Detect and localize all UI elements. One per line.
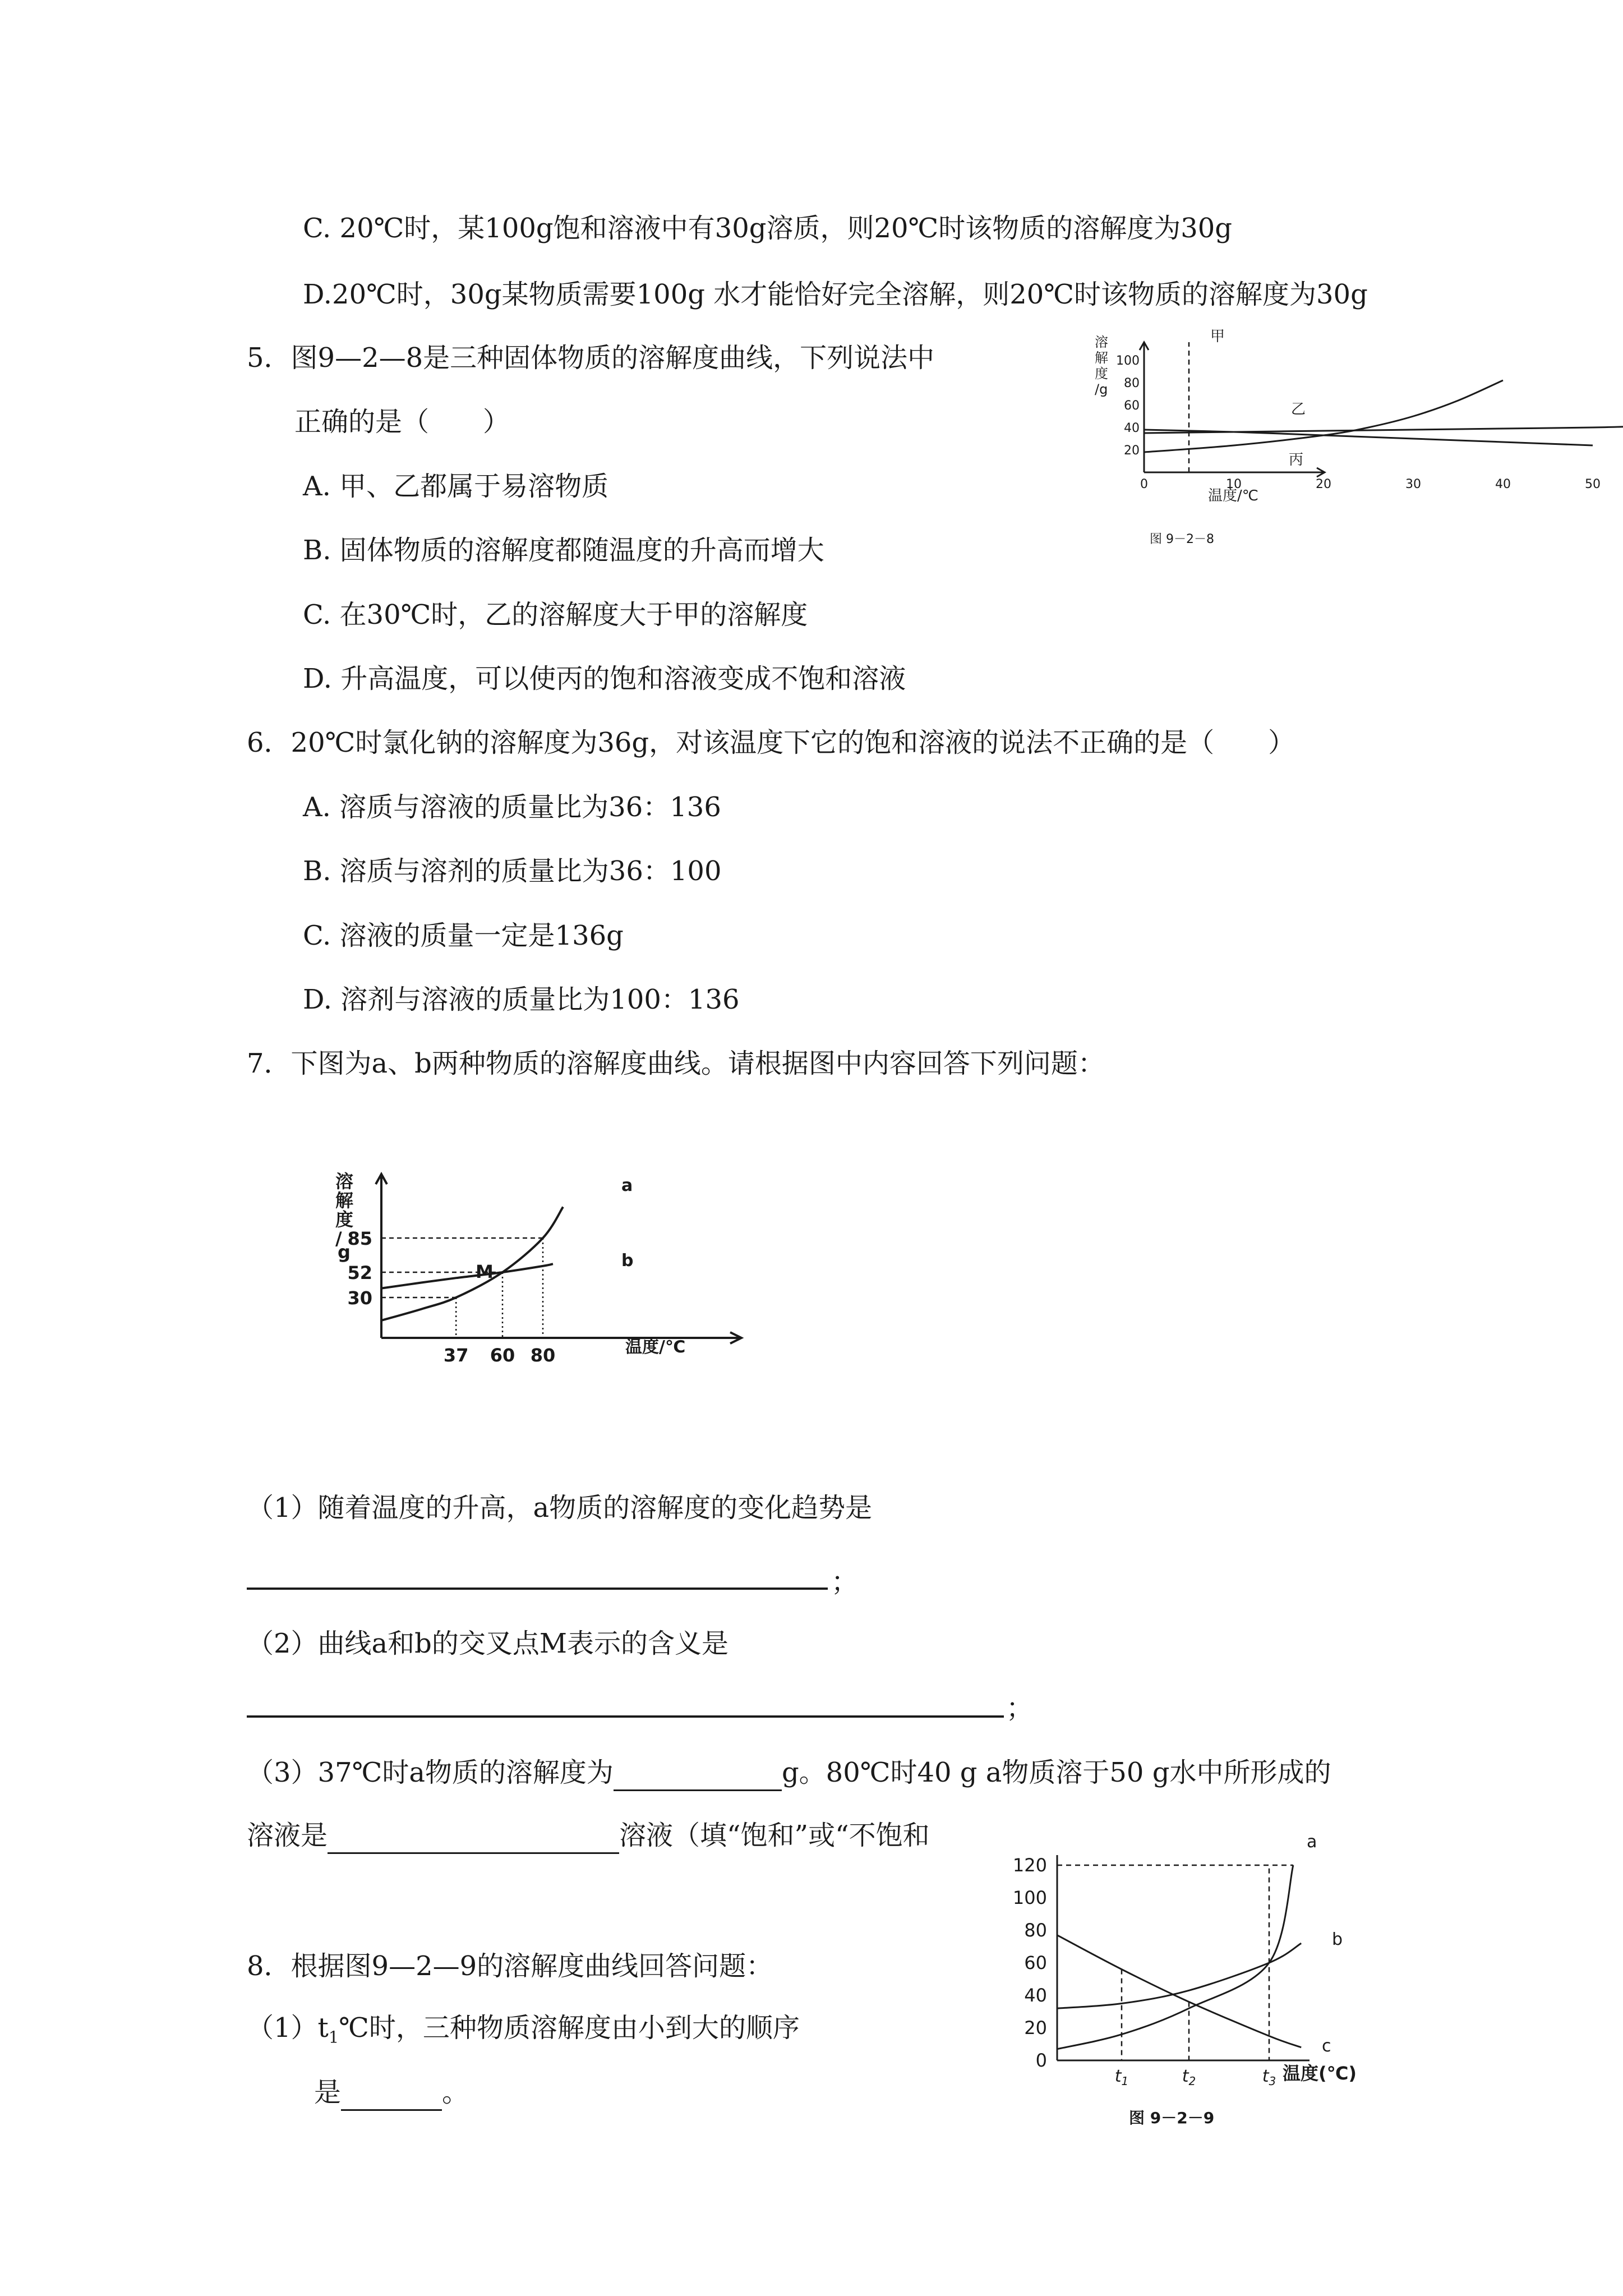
ylabel-char: 度 (335, 1209, 354, 1230)
figure-9-2-9 (1007, 1820, 1410, 2134)
ylabel-char: 溶 (1095, 334, 1108, 350)
q7-part1-end: ； (831, 1566, 859, 1598)
y-tick-label-40: 40 (1124, 421, 1140, 435)
q7-stem: 7．下图为a、b两种物质的溶解度曲线。请根据图中内容回答下列问题： (247, 1048, 1105, 1079)
ylabel-char: 度 (1095, 366, 1108, 381)
y-tick-label-85: 85 (347, 1228, 372, 1249)
series-label-c: c (1322, 2036, 1331, 2056)
q8-part1 (247, 2011, 800, 2054)
q6-stem: 6．20℃时氯化钠的溶解度为36g，对该温度下它的饱和溶液的说法不正确的是（ ） (247, 727, 1295, 758)
ylabel-char: g (338, 1241, 351, 1263)
q7-part2: （2）曲线a和b的交叉点M表示的含义是 (247, 1628, 729, 1659)
x-axis-label: 温度/℃ (625, 1337, 686, 1357)
q5-option-d: D. 升高温度，可以使丙的饱和溶液变成不饱和溶液 (303, 663, 906, 694)
figure-9-2-8 (1088, 328, 1601, 555)
q4-option-d: D.20℃时，30g某物质需要100g 水才能恰好完全溶解，则20℃时该物质的溶解度为30g (303, 279, 1368, 310)
series-bing-curve (1144, 430, 1593, 445)
q8-part1-line2 (314, 2076, 469, 2111)
ylabel-char: 解 (335, 1190, 354, 1211)
q6-option-c: C. 溶液的质量一定是136g (303, 920, 624, 951)
q7-part3-text-d: 溶液（填“饱和”或“不饱和 (619, 1820, 930, 1851)
y-tick-label-20: 20 (1024, 2017, 1047, 2039)
y-tick-label-80: 80 (1124, 376, 1140, 390)
y-tick-label-0: 0 (1035, 2050, 1047, 2071)
x-tick-label-t2: $t_2$ (1182, 2067, 1196, 2088)
series-a-curve (381, 1207, 563, 1320)
x-tick-sub: 2 (1188, 2074, 1196, 2088)
ylabel-char: 解 (1095, 350, 1108, 366)
figure-q7-solubility (325, 1170, 751, 1372)
series-label-b: b (621, 1251, 634, 1271)
q8-part1-sub: 1 (328, 2027, 339, 2047)
x-tick-sub: 3 (1269, 2074, 1276, 2088)
ylabel-char: /g (1095, 381, 1108, 397)
q7-part3 (247, 1756, 1331, 1791)
q5-option-c: C. 在30℃时，乙的溶解度大于甲的溶解度 (303, 599, 808, 631)
q8-part1-text-b: ℃时，三种物质溶解度由小到大的顺序 (339, 2012, 800, 2044)
q7-part1: （1）随着温度的升高，a物质的溶解度的变化趋势是 (247, 1492, 873, 1524)
x-tick-label-40: 40 (1495, 477, 1511, 491)
q6-option-b: B. 溶质与溶剂的质量比为36：100 (303, 855, 722, 887)
y-tick-label-20: 20 (1124, 444, 1140, 458)
q4-option-c: C. 20℃时，某100g饱和溶液中有30g溶质，则20℃时该物质的溶解度为30g (303, 213, 1233, 244)
series-label-yi: 乙 (1291, 401, 1306, 418)
series-label-a: a (1307, 1832, 1317, 1852)
series-b-curve (381, 1264, 553, 1288)
ylabel-char: / (335, 1228, 342, 1249)
q5-stem-cont: 正确的是（ ） (294, 406, 510, 438)
q8-part1-text-c: 是 (314, 2077, 342, 2108)
q7-part3-blank-1[interactable] (614, 1756, 782, 1791)
y-tick-label-60: 60 (1124, 399, 1140, 413)
x-tick-label-t1: $t_1$ (1114, 2067, 1129, 2088)
q5-stem: 5．图9—2—8是三种固体物质的溶解度曲线，下列说法中 (247, 342, 935, 374)
q8-part1-text-a: （1）t (247, 2012, 329, 2044)
figure-caption: 图 9－2－8 (1150, 532, 1214, 546)
q7-part2-answer-blank[interactable] (247, 1715, 1004, 1718)
x-tick-label-37: 37 (443, 1345, 469, 1366)
y-tick-label-100: 100 (1116, 354, 1140, 368)
series-b-curve (1057, 1943, 1301, 2008)
series-label-b: b (1332, 1930, 1343, 1949)
series-label-jia: 甲 (1210, 328, 1225, 345)
y-tick-label-80: 80 (1024, 1920, 1047, 1941)
q7-part3-text-b: g。80℃时40 g a物质溶于50 g水中所形成的 (781, 1757, 1331, 1788)
series-label-bing: 丙 (1289, 452, 1304, 468)
x-tick-label-80: 80 (530, 1345, 556, 1366)
y-tick-label-100: 100 (1012, 1887, 1047, 1908)
q7-part3-text-c: 溶液是 (247, 1820, 328, 1851)
q6-option-a: A. 溶质与溶液的质量比为36：136 (303, 792, 721, 823)
y-tick-label-40: 40 (1024, 1985, 1047, 2006)
x-tick-label-20: 20 (1316, 477, 1331, 491)
q5-option-a: A. 甲、乙都属于易溶物质 (303, 471, 609, 502)
x-tick-sub: 1 (1121, 2074, 1129, 2088)
q8-part1-text-d: 。 (442, 2077, 469, 2108)
q6-option-d: D. 溶剂与溶液的质量比为100：136 (303, 984, 740, 1015)
ylabel-char: 溶 (335, 1171, 354, 1192)
series-label-a: a (621, 1176, 633, 1195)
q7-part3-blank-2[interactable] (328, 1819, 619, 1854)
x-tick-label-10: 10 (1226, 477, 1242, 491)
q7-part3-line2 (247, 1819, 930, 1854)
y-tick-label-120: 120 (1012, 1855, 1047, 1876)
point-label-m: M (476, 1261, 494, 1282)
x-tick-label-30: 30 (1405, 477, 1421, 491)
q7-part2-end: ； (1006, 1692, 1034, 1724)
y-tick-label-60: 60 (1024, 1952, 1047, 1973)
q8-part1-blank[interactable] (341, 2076, 442, 2111)
q5-option-b: B. 固体物质的溶解度都随温度的升高而增大 (303, 535, 824, 566)
series-a-curve (1057, 1865, 1293, 2049)
q7-part1-answer-blank[interactable] (247, 1588, 828, 1590)
x-tick-label-t3: $t_3$ (1262, 2067, 1276, 2088)
x-tick-label-60: 60 (490, 1345, 515, 1366)
series-jia-curve (1144, 380, 1503, 452)
x-tick-label-50: 50 (1585, 477, 1601, 491)
figure-caption: 图 9－2－9 (1129, 2109, 1215, 2127)
x-axis-label: 温度/℃ (1208, 487, 1258, 504)
y-tick-label-52: 52 (347, 1262, 372, 1283)
x-tick-label-0: 0 (1140, 477, 1148, 491)
series-c-curve (1057, 1935, 1301, 2047)
y-tick-label-30: 30 (347, 1287, 372, 1309)
q8-stem: 8．根据图9—2—9的溶解度曲线回答问题： (247, 1950, 773, 1982)
q7-part3-text-a: （3）37℃时a物质的溶解度为 (247, 1757, 614, 1788)
x-axis-label: 温度(℃) (1283, 2063, 1357, 2084)
